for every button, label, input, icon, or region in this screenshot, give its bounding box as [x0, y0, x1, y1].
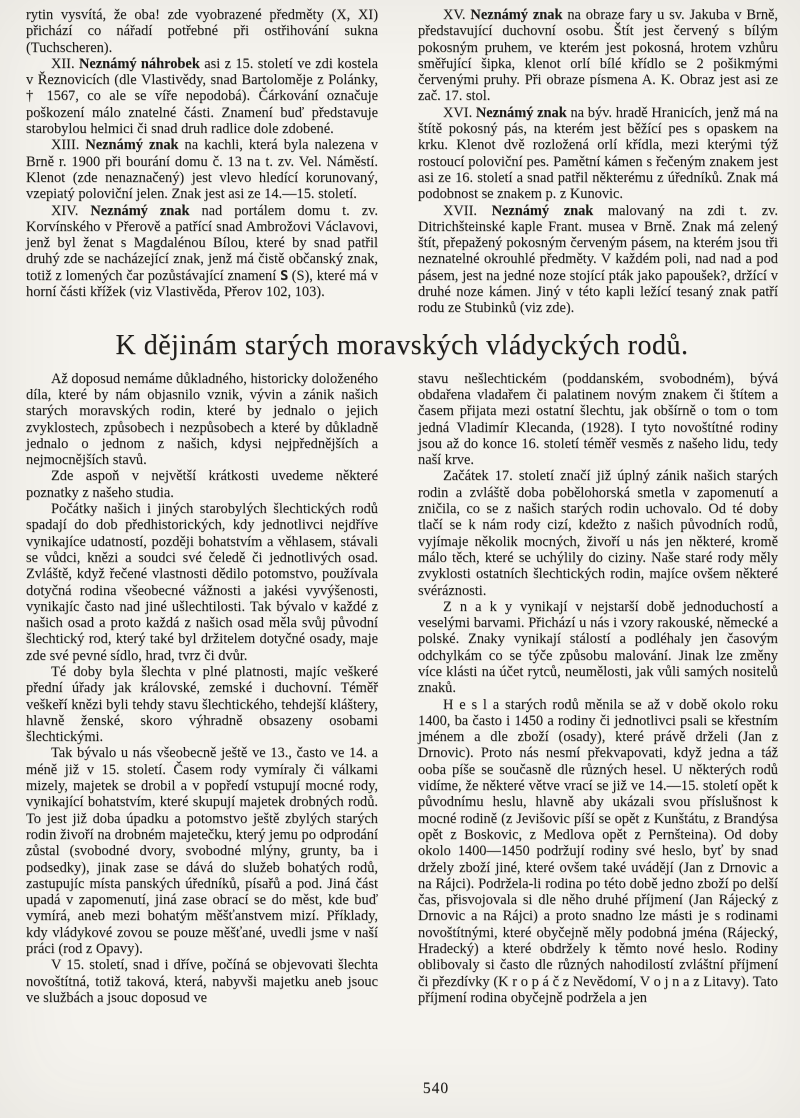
bold-lead: Neznámý znak [491, 202, 594, 219]
bold-lead: Neznámý znak [85, 137, 179, 154]
bold-lead: Neznámý znak [475, 104, 567, 121]
paragraph [418, 7, 778, 105]
paragraph [26, 501, 378, 664]
paragraph [418, 599, 778, 697]
text-run: XV. [443, 7, 471, 23]
text-run: asi z 15. století ve zdi kostela v Řeznovicích (dle Vlastivědy, snad Bartoloměje z Polánky, † 1567, co ale se víře nepodobá). Čárkování označuje poškození málo znatelné části. Znamení buď představuje starobylou helmici či snad druh radlice dole zdobené. [26, 55, 378, 138]
text-run: na kachli, která byla nalezena v Brně r. 1900 při bourání domu č. 13 na t. zv. Vel. Náměstí. Klenot (zde nenaznačený) jest vlevo hledící korunovaný, vzepiatý poloviční jelen. Znak jest asi ze 14.—15. století. [26, 137, 379, 203]
paragraph [418, 371, 778, 469]
page-number: 540 [422, 1080, 450, 1097]
top-section [26, 7, 778, 317]
bold-lead: Neznámý náhrobek [78, 55, 200, 72]
paragraph [26, 137, 378, 202]
paragraph [26, 468, 378, 501]
paragraph [26, 56, 378, 137]
text-run: nad portálem domu t. zv. Korvínského v Přerově a patřící snad Ambrožovi Václavovi, jenž byl ženat s Magdalénou Bílou, které by snad patřil druhý zde se nacházející znak, jenž má čistě občanský znak, totiž z lomených čar pozůstávající znamení [26, 202, 378, 284]
paragraph [26, 7, 378, 56]
text-run: stavu nešlechtickém (poddanském, svobodném), bývá obdařena vladařem či palatinem novým znakem či štítem a časem přijata mezi ostatní šlechtu, jak obšírně o tom o tom jedná Vladimír Klecanda, (1928). I tyto novoštítné rodiny jsou až do konce 16. století téměř vesměs z našeho lidu, tedy naší krve. [418, 370, 778, 469]
text-run: XIII. [51, 137, 86, 154]
article-right-column [418, 371, 778, 1007]
text-run: Až doposud nemáme důkladného, historicky doloženého díla, které by nám objasnilo vznik, vývin a zánik našich starých moravských rodin, které by jednalo o jejich zvyklostech, způsobech i nezpůsobech a které by důkladně jednalo o jednom z našich, kdysi nejpřednějších a nejmocnějších stavů. [26, 370, 378, 469]
text-run: H e s l a starých rodů měnila se až v době okolo roku 1400, ba často i 1450 a rodiny či jednotlivci psali se křestním jménem a dle zboží (osady), které právě drželi (Jan z Drnovic). Proto nás nesmí překvapovati, když jedna a táž ooba píše se současně dle různých hesel. U některých rodů vidíme, že některé větve vrací se již ve 14.—15. století opět k původnímu heslu, hlavně aby ukázali svou příslušnost k mocné rodině (z Jevišovic píší se opět z Kunštátu, z Brandýsa opět z Boskovic, z Medlova opět z Pernšteina). Od doby okolo 1400—1450 podržují rodiny své heslo, byť by snad držely zboží jiné, které ovšem také uvádějí (Jan z Drnovic a na Rájci). Podržela-li rodina po této době jedno zboží po delší čas, přisvojovala si dle něho druhé příjmení (Jan Rájecký z Drnovic a na Rájci) a proto snadno lze másti je s rodinami novoštítnými, které obyčejně měly podobná jména (Rájecký, Hradecký) a které obdržely k těmto nové heslo. Rodiny oblibovaly si často dle různých nahodilostí zvláštní příjmení či přezdívky (K r o p á č z Nevědomí, V o j n a z Litavy). Tato příjmení rodina obyčejně podržela a jen [418, 696, 778, 1006]
text-run: na býv. hradě Hranicích, jenž má na štítě pokosný pás, na kterém jest běžící pes s opaskem na krku. Klenot dvě rozložená orlí křídla, mezi kterými týž rostoucí poloviční pes. Pamětní kámen s řečeným znakem jest asi ze 16. století a snad patřil některému z úředníků. Znak má podobnost se znakem p. z Kunovic. [418, 104, 778, 203]
text-run: rytin vysvítá, že oba! zde vyobrazené předměty (X, XI) přichází co nářadí potřebné při ostřihování sukna (Tuchscheren). [26, 7, 378, 56]
text-run: Té doby byla šlechta v plné platnosti, majíc veškeré přední úřady jak královské, zemské i duchovní. Téměř veškeří knězi byli tehdy stavu šlechtického, tehdejší kláštery, hlavně ženské, skoro výhradně obsazeny osobami šlechtickými. [26, 663, 378, 746]
paragraph [26, 664, 378, 745]
text-run: XVI. [443, 104, 476, 121]
text-run: Zde aspoň v největší krátkosti uvedeme některé poznatky z našeho studia. [26, 468, 378, 501]
paragraph [26, 203, 378, 301]
house-mark-glyph: S [280, 267, 288, 284]
bold-lead: Neznámý znak [90, 202, 190, 219]
paragraph [26, 371, 378, 469]
article-section [26, 371, 778, 1007]
paragraph [418, 203, 778, 317]
paragraph [26, 957, 378, 1006]
text-run: XII. [51, 55, 79, 72]
article-title: K dějinám starých moravských vládyckých rodů. [115, 329, 689, 361]
text-run: Začátek 17. století značí již úplný zánik našich starých rodin a zvláště doba pobělohorská smetla v zapomenutí a zničila, co se z našich starých rodin uchovalo. Od té doby tlačí se k nám rody cizí, kdežto z našich původních rodů, vyjímaje několik mocných, živoří u nás jen některé, kromě málo těch, které se uchýlily do ciziny. Naše staré rody měly zvyklosti ostatních šlechtických rodin, majíce ovšem některé svéráznosti. [418, 468, 778, 599]
text-run: na obraze fary u sv. Jakuba v Brně, představující duchovní osobu. Štít jest červený s bílým pokosným pruhem, ve kterém jest pokosná, hrotem vzhůru směřující šipka, klenot orlí bílé křídlo se 2 pošikmými červenými pruhy. Při obraze písmena A. K. Obraz jest asi ze zač. 17. stol. [418, 7, 778, 105]
text-run: Počátky našich i jiných starobylých šlechtických rodů spadají do dob předhistorických, kdy jednotlivci nejdříve vynikajíce udatností, později bohatstvím a věhlasem, stávali se vůdci, knězi a soudci své čeledě či jednotlivých osad. Zvláště, když řečené vlastnosti dědilo potomstvo, používala dotyčná rodina všeobecné vážnosti a jakési vyvýšenosti, vynikajíc často nad jiné ušlechtilosti. Tak bývalo v každé z našich osad a proto každá z našich osad měla svůj původní šlechtický rod, který také byl držitelem dotyčné osady, maje zde své pevné sídlo, hrad, tvrz či dvůr. [26, 501, 378, 664]
top-right-column [418, 7, 778, 317]
text-run: malovaný na zdi t. zv. Ditrichšteinské kaple Frant. musea v Brně. Znak má zelený štít, přepažený pokosným červeným pásem, na kterém jsou tři neznatelné okrouhlé předměty. V každém poli, nad nad a pod pásem, jest na jedné noze stojící pták jako papoušek?, držící v druhé noze kámen. Jiný v této kapli ležící tesaný znak patří rodu ze Stubinků (viz zde). [418, 202, 778, 317]
top-left-column [26, 7, 378, 317]
text-run: Tak bývalo u nás všeobecně ještě ve 13., často ve 14. a méně již v 15. století. Časem rody vymíraly či válkami mizely, majetek se drobil a v popředí vstupují mocné rody, vynikající bohatstvím, které skupují majetek drobných rodů. To jest již doba úpadku a potomstvo ještě zbylých starých rodin živoří na drobném majetečku, který jemu po odprodání zůstal (svobodné dvory, svobodné mlýny, grunty, ba i podsedky), jinak zase se dává do služeb bohatých rodů, zastupujíc místa panských úředníků, písařů a pod. Jiná část upadá v zapomenutí, jiná zase obrací se do měst, kde buď vymírá, aneb mezi bohatým měšťanstvem mizí. Příklady, kdy vládykové zovou se pouze měšťané, uvedli jsme v naší práci (rod z Opavy). [26, 745, 378, 958]
text-run: XVII. [443, 202, 492, 219]
text-run: Z n a k y vynikají v nejstarší době jednoduchostí a veselými barvami. Přichází u nás i vzory rakouské, německé a polské. Znaky vynikají stálostí a podléhaly jen časovým odchylkám co se týče způsobu malování. Jinak lze změny více klásti na účet rytců, neumělosti, jak vůli samých nositelů znaků. [418, 598, 778, 697]
text-run: V 15. století, snad i dříve, počíná se objevovati šlechta novoštítná, totiž taková, která, nabyvši majetku aneb jsouc ve službách a jsouc doposud ve [26, 957, 378, 1006]
text-run: (S), které má v horní části křížek (viz Vlastivěda, Přerov 102, 103). [26, 267, 378, 301]
article-left-column [26, 371, 378, 1007]
paragraph [418, 105, 778, 203]
text-run: XIV. [51, 202, 91, 219]
paragraph [418, 468, 778, 598]
paragraph [26, 745, 378, 957]
bold-lead: Neznámý znak [470, 7, 563, 23]
paragraph [418, 697, 778, 1007]
